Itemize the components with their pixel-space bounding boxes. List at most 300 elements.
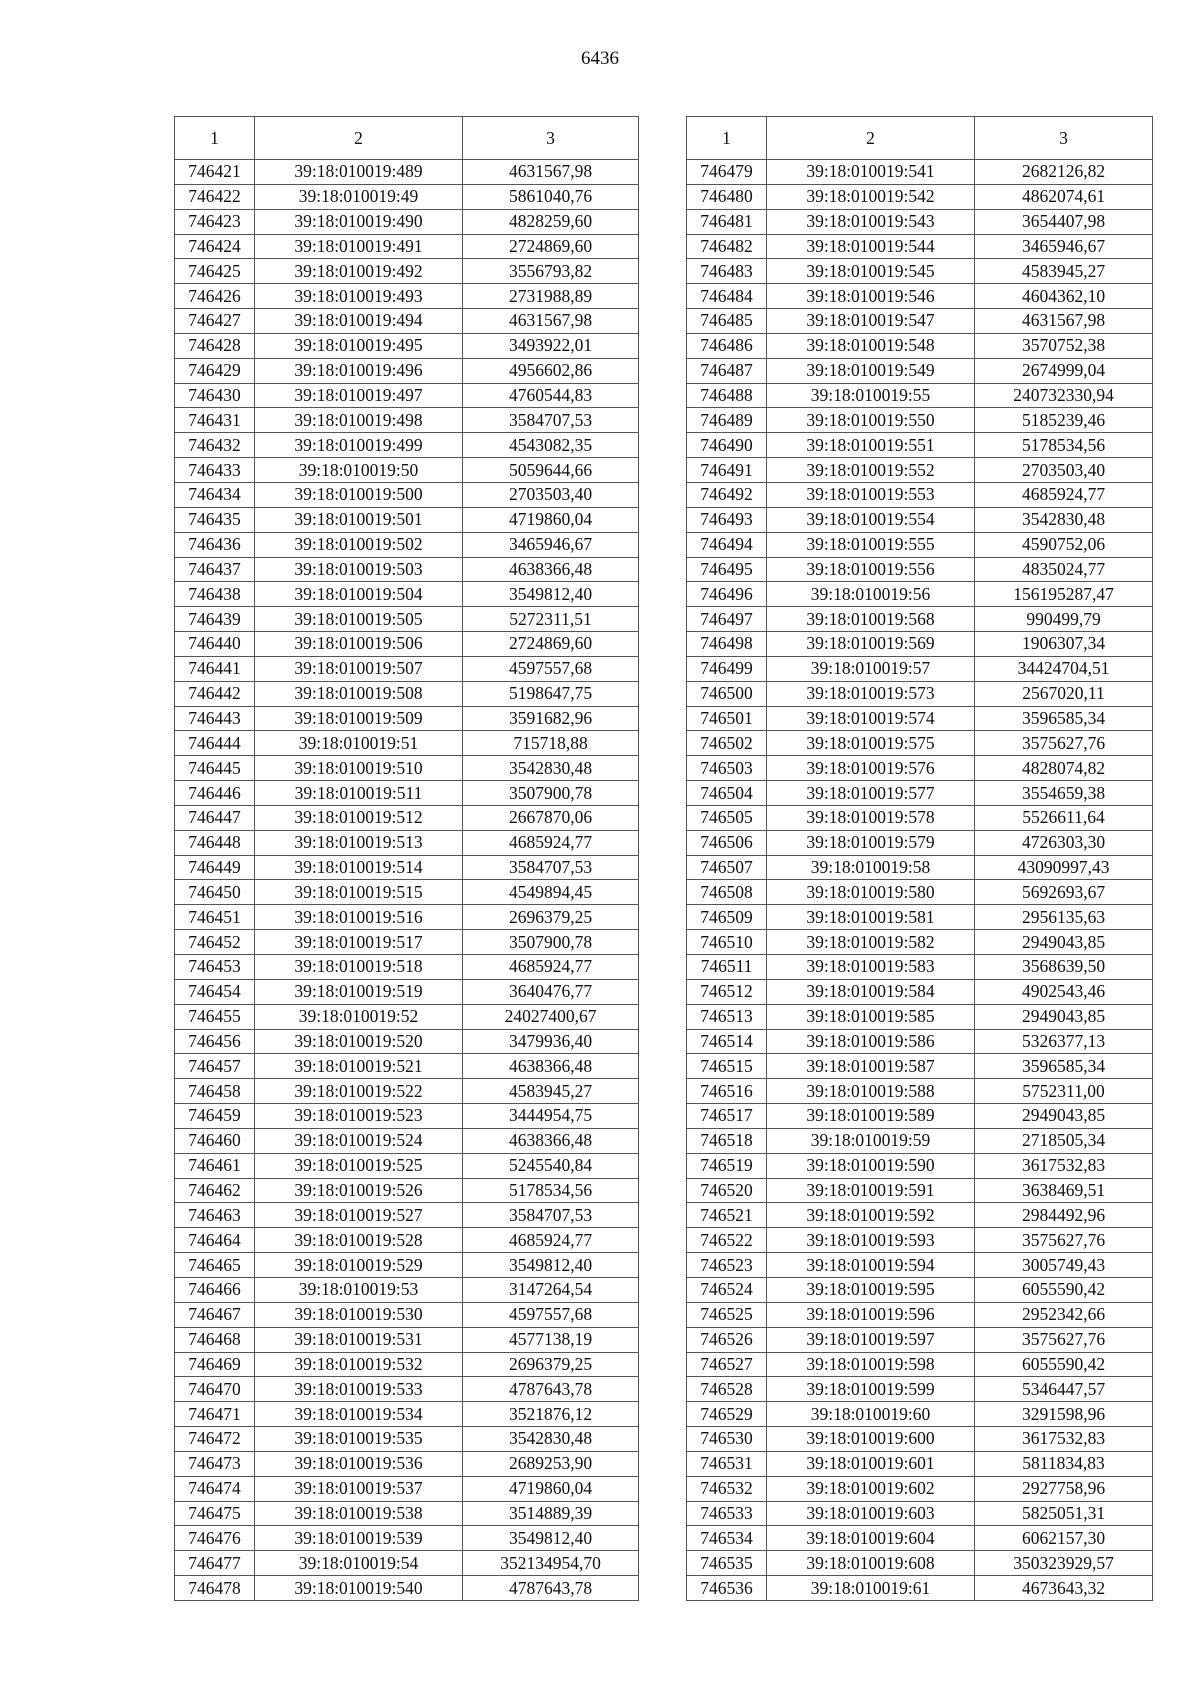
row-number-cell: 746471 xyxy=(175,1402,255,1427)
row-number-cell: 746529 xyxy=(687,1402,767,1427)
value-cell: 3444954,75 xyxy=(463,1104,639,1129)
row-number-cell: 746510 xyxy=(687,930,767,955)
cadastral-number-cell: 39:18:010019:54 xyxy=(255,1551,463,1576)
value-cell: 4760544,83 xyxy=(463,383,639,408)
table-row xyxy=(687,1327,1153,1352)
value-cell: 3493922,01 xyxy=(463,333,639,358)
row-number-cell: 746438 xyxy=(175,582,255,607)
row-number-cell: 746442 xyxy=(175,681,255,706)
cadastral-number-cell: 39:18:010019:534 xyxy=(255,1402,463,1427)
cadastral-number-cell: 39:18:010019:57 xyxy=(767,656,975,681)
table-row xyxy=(175,433,639,458)
value-cell: 34424704,51 xyxy=(975,656,1153,681)
cadastral-number-cell: 39:18:010019:512 xyxy=(255,805,463,830)
row-number-cell: 746496 xyxy=(687,582,767,607)
row-number-cell: 746467 xyxy=(175,1302,255,1327)
cadastral-number-cell: 39:18:010019:61 xyxy=(767,1576,975,1601)
row-number-cell: 746494 xyxy=(687,532,767,557)
table-row xyxy=(687,830,1153,855)
value-cell: 2674999,04 xyxy=(975,358,1153,383)
cadastral-number-cell: 39:18:010019:510 xyxy=(255,756,463,781)
cadastral-number-cell: 39:18:010019:538 xyxy=(255,1501,463,1526)
cadastral-number-cell: 39:18:010019:519 xyxy=(255,979,463,1004)
row-number-cell: 746431 xyxy=(175,408,255,433)
cadastral-number-cell: 39:18:010019:545 xyxy=(767,259,975,284)
value-cell: 2949043,85 xyxy=(975,1104,1153,1129)
value-cell: 4828259,60 xyxy=(463,209,639,234)
row-number-cell: 746433 xyxy=(175,458,255,483)
value-cell: 3568639,50 xyxy=(975,955,1153,980)
value-cell: 5245540,84 xyxy=(463,1153,639,1178)
row-number-cell: 746506 xyxy=(687,830,767,855)
cadastral-number-cell: 39:18:010019:602 xyxy=(767,1476,975,1501)
row-number-cell: 746482 xyxy=(687,234,767,259)
value-cell: 3542830,48 xyxy=(463,1427,639,1452)
table-row xyxy=(175,632,639,657)
value-cell: 156195287,47 xyxy=(975,582,1153,607)
table-row xyxy=(175,855,639,880)
cadastral-number-cell: 39:18:010019:601 xyxy=(767,1451,975,1476)
table-row xyxy=(687,1576,1153,1601)
row-number-cell: 746489 xyxy=(687,408,767,433)
table-row xyxy=(687,408,1153,433)
table-row xyxy=(687,358,1153,383)
table-row xyxy=(687,681,1153,706)
value-cell: 4590752,06 xyxy=(975,532,1153,557)
cadastral-number-cell: 39:18:010019:524 xyxy=(255,1128,463,1153)
cadastral-number-cell: 39:18:010019:49 xyxy=(255,184,463,209)
value-cell: 43090997,43 xyxy=(975,855,1153,880)
row-number-cell: 746461 xyxy=(175,1153,255,1178)
cadastral-number-cell: 39:18:010019:493 xyxy=(255,284,463,309)
row-number-cell: 746522 xyxy=(687,1228,767,1253)
table-row xyxy=(687,930,1153,955)
cadastral-number-cell: 39:18:010019:600 xyxy=(767,1427,975,1452)
table-row xyxy=(687,805,1153,830)
table-row xyxy=(175,681,639,706)
row-number-cell: 746428 xyxy=(175,333,255,358)
row-number-cell: 746447 xyxy=(175,805,255,830)
row-number-cell: 746477 xyxy=(175,1551,255,1576)
cadastral-number-cell: 39:18:010019:514 xyxy=(255,855,463,880)
table-row xyxy=(175,1526,639,1551)
table-row xyxy=(687,1526,1153,1551)
row-number-cell: 746451 xyxy=(175,905,255,930)
cadastral-number-cell: 39:18:010019:548 xyxy=(767,333,975,358)
row-number-cell: 746474 xyxy=(175,1476,255,1501)
value-cell: 2956135,63 xyxy=(975,905,1153,930)
value-cell: 4631567,98 xyxy=(463,309,639,334)
value-cell: 350323929,57 xyxy=(975,1551,1153,1576)
table-row xyxy=(687,1004,1153,1029)
value-cell: 3147264,54 xyxy=(463,1277,639,1302)
row-number-cell: 746464 xyxy=(175,1228,255,1253)
table-row xyxy=(687,433,1153,458)
table-row xyxy=(175,358,639,383)
table-row xyxy=(687,607,1153,632)
table-row xyxy=(175,1377,639,1402)
row-number-cell: 746441 xyxy=(175,656,255,681)
table-row xyxy=(175,532,639,557)
row-number-cell: 746476 xyxy=(175,1526,255,1551)
table-row xyxy=(687,309,1153,334)
row-number-cell: 746498 xyxy=(687,632,767,657)
table-row xyxy=(687,1476,1153,1501)
table-row xyxy=(175,781,639,806)
table-row xyxy=(687,1079,1153,1104)
row-number-cell: 746514 xyxy=(687,1029,767,1054)
row-number-cell: 746456 xyxy=(175,1029,255,1054)
row-number-cell: 746492 xyxy=(687,482,767,507)
table-row xyxy=(175,830,639,855)
table-row xyxy=(687,458,1153,483)
table-row xyxy=(175,979,639,1004)
value-cell: 3514889,39 xyxy=(463,1501,639,1526)
table-row xyxy=(687,507,1153,532)
table-row xyxy=(175,557,639,582)
value-cell: 5198647,75 xyxy=(463,681,639,706)
row-number-cell: 746505 xyxy=(687,805,767,830)
row-number-cell: 746497 xyxy=(687,607,767,632)
value-cell: 4638366,48 xyxy=(463,1128,639,1153)
value-cell: 2703503,40 xyxy=(975,458,1153,483)
value-cell: 2949043,85 xyxy=(975,1004,1153,1029)
column-header: 2 xyxy=(767,117,975,160)
cadastral-number-cell: 39:18:010019:516 xyxy=(255,905,463,930)
table-row xyxy=(687,955,1153,980)
cadastral-number-cell: 39:18:010019:589 xyxy=(767,1104,975,1129)
row-number-cell: 746475 xyxy=(175,1501,255,1526)
value-cell: 4862074,61 xyxy=(975,184,1153,209)
cadastral-number-cell: 39:18:010019:535 xyxy=(255,1427,463,1452)
value-cell: 3570752,38 xyxy=(975,333,1153,358)
table-row xyxy=(687,706,1153,731)
table-row xyxy=(687,731,1153,756)
cadastral-number-cell: 39:18:010019:543 xyxy=(767,209,975,234)
cadastral-number-cell: 39:18:010019:506 xyxy=(255,632,463,657)
value-cell: 4956602,86 xyxy=(463,358,639,383)
value-cell: 4787643,78 xyxy=(463,1576,639,1601)
table-row xyxy=(687,756,1153,781)
table-row xyxy=(175,408,639,433)
cadastral-number-cell: 39:18:010019:489 xyxy=(255,160,463,185)
table-row xyxy=(687,1427,1153,1452)
row-number-cell: 746434 xyxy=(175,482,255,507)
cadastral-number-cell: 39:18:010019:508 xyxy=(255,681,463,706)
cadastral-number-cell: 39:18:010019:556 xyxy=(767,557,975,582)
row-number-cell: 746516 xyxy=(687,1079,767,1104)
value-cell: 4685924,77 xyxy=(975,482,1153,507)
cadastral-number-cell: 39:18:010019:544 xyxy=(767,234,975,259)
row-number-cell: 746470 xyxy=(175,1377,255,1402)
row-number-cell: 746515 xyxy=(687,1054,767,1079)
value-cell: 5811834,83 xyxy=(975,1451,1153,1476)
value-cell: 4604362,10 xyxy=(975,284,1153,309)
row-number-cell: 746528 xyxy=(687,1377,767,1402)
row-number-cell: 746439 xyxy=(175,607,255,632)
cadastral-number-cell: 39:18:010019:50 xyxy=(255,458,463,483)
value-cell: 2718505,34 xyxy=(975,1128,1153,1153)
value-cell: 4673643,32 xyxy=(975,1576,1153,1601)
value-cell: 4902543,46 xyxy=(975,979,1153,1004)
table-row xyxy=(687,1352,1153,1377)
row-number-cell: 746500 xyxy=(687,681,767,706)
table-row xyxy=(687,1203,1153,1228)
table-row xyxy=(687,383,1153,408)
row-number-cell: 746457 xyxy=(175,1054,255,1079)
row-number-cell: 746520 xyxy=(687,1178,767,1203)
table-row xyxy=(687,1128,1153,1153)
row-number-cell: 746526 xyxy=(687,1327,767,1352)
cadastral-number-cell: 39:18:010019:547 xyxy=(767,309,975,334)
cadastral-number-cell: 39:18:010019:529 xyxy=(255,1253,463,1278)
row-number-cell: 746437 xyxy=(175,557,255,582)
row-number-cell: 746446 xyxy=(175,781,255,806)
table-row xyxy=(175,1501,639,1526)
row-number-cell: 746525 xyxy=(687,1302,767,1327)
value-cell: 3575627,76 xyxy=(975,1327,1153,1352)
cadastral-number-cell: 39:18:010019:546 xyxy=(767,284,975,309)
cadastral-number-cell: 39:18:010019:499 xyxy=(255,433,463,458)
table-row xyxy=(687,905,1153,930)
table-row xyxy=(687,259,1153,284)
table-row xyxy=(175,482,639,507)
cadastral-number-cell: 39:18:010019:51 xyxy=(255,731,463,756)
value-cell: 3575627,76 xyxy=(975,1228,1153,1253)
row-number-cell: 746427 xyxy=(175,309,255,334)
row-number-cell: 746421 xyxy=(175,160,255,185)
row-number-cell: 746459 xyxy=(175,1104,255,1129)
table-row xyxy=(687,1153,1153,1178)
table-row xyxy=(687,184,1153,209)
row-number-cell: 746495 xyxy=(687,557,767,582)
cadastral-number-cell: 39:18:010019:60 xyxy=(767,1402,975,1427)
row-number-cell: 746501 xyxy=(687,706,767,731)
cadastral-number-cell: 39:18:010019:523 xyxy=(255,1104,463,1129)
cadastral-number-cell: 39:18:010019:584 xyxy=(767,979,975,1004)
cadastral-number-cell: 39:18:010019:59 xyxy=(767,1128,975,1153)
value-cell: 5861040,76 xyxy=(463,184,639,209)
value-cell: 6062157,30 xyxy=(975,1526,1153,1551)
row-number-cell: 746523 xyxy=(687,1253,767,1278)
row-number-cell: 746469 xyxy=(175,1352,255,1377)
table-row xyxy=(687,1104,1153,1129)
value-cell: 3542830,48 xyxy=(463,756,639,781)
value-cell: 5178534,56 xyxy=(463,1178,639,1203)
table-row xyxy=(687,656,1153,681)
value-cell: 3507900,78 xyxy=(463,781,639,806)
row-number-cell: 746460 xyxy=(175,1128,255,1153)
cadastral-number-cell: 39:18:010019:549 xyxy=(767,358,975,383)
cadastral-number-cell: 39:18:010019:569 xyxy=(767,632,975,657)
table-row xyxy=(175,1054,639,1079)
row-number-cell: 746472 xyxy=(175,1427,255,1452)
value-cell: 3617532,83 xyxy=(975,1153,1153,1178)
table-row xyxy=(175,1178,639,1203)
cadastral-number-cell: 39:18:010019:525 xyxy=(255,1153,463,1178)
cadastral-number-cell: 39:18:010019:541 xyxy=(767,160,975,185)
cadastral-number-cell: 39:18:010019:591 xyxy=(767,1178,975,1203)
row-number-cell: 746466 xyxy=(175,1277,255,1302)
table-row xyxy=(175,1302,639,1327)
row-number-cell: 746507 xyxy=(687,855,767,880)
column-header: 3 xyxy=(975,117,1153,160)
row-number-cell: 746513 xyxy=(687,1004,767,1029)
row-number-cell: 746455 xyxy=(175,1004,255,1029)
cadastral-number-cell: 39:18:010019:56 xyxy=(767,582,975,607)
value-cell: 240732330,94 xyxy=(975,383,1153,408)
row-number-cell: 746432 xyxy=(175,433,255,458)
cadastral-number-cell: 39:18:010019:608 xyxy=(767,1551,975,1576)
value-cell: 5059644,66 xyxy=(463,458,639,483)
cadastral-number-cell: 39:18:010019:518 xyxy=(255,955,463,980)
table-row xyxy=(687,1451,1153,1476)
table-row xyxy=(175,1228,639,1253)
cadastral-number-cell: 39:18:010019:58 xyxy=(767,855,975,880)
cadastral-number-cell: 39:18:010019:527 xyxy=(255,1203,463,1228)
value-cell: 3465946,67 xyxy=(975,234,1153,259)
table-row xyxy=(687,284,1153,309)
row-number-cell: 746532 xyxy=(687,1476,767,1501)
value-cell: 5825051,31 xyxy=(975,1501,1153,1526)
row-number-cell: 746485 xyxy=(687,309,767,334)
row-number-cell: 746458 xyxy=(175,1079,255,1104)
row-number-cell: 746425 xyxy=(175,259,255,284)
value-cell: 3549812,40 xyxy=(463,582,639,607)
table-row xyxy=(687,1377,1153,1402)
value-cell: 3640476,77 xyxy=(463,979,639,1004)
value-cell: 4597557,68 xyxy=(463,656,639,681)
value-cell: 4638366,48 xyxy=(463,557,639,582)
row-number-cell: 746449 xyxy=(175,855,255,880)
cadastral-number-cell: 39:18:010019:577 xyxy=(767,781,975,806)
row-number-cell: 746530 xyxy=(687,1427,767,1452)
value-cell: 5185239,46 xyxy=(975,408,1153,433)
value-cell: 3638469,51 xyxy=(975,1178,1153,1203)
value-cell: 5526611,64 xyxy=(975,805,1153,830)
table-row xyxy=(175,1352,639,1377)
row-number-cell: 746465 xyxy=(175,1253,255,1278)
value-cell: 3521876,12 xyxy=(463,1402,639,1427)
value-cell: 3005749,43 xyxy=(975,1253,1153,1278)
row-number-cell: 746508 xyxy=(687,880,767,905)
value-cell: 4638366,48 xyxy=(463,1054,639,1079)
cadastral-number-cell: 39:18:010019:501 xyxy=(255,507,463,532)
cadastral-number-cell: 39:18:010019:579 xyxy=(767,830,975,855)
value-cell: 2724869,60 xyxy=(463,234,639,259)
table-row xyxy=(175,607,639,632)
value-cell: 2696379,25 xyxy=(463,1352,639,1377)
row-number-cell: 746518 xyxy=(687,1128,767,1153)
cadastral-number-cell: 39:18:010019:526 xyxy=(255,1178,463,1203)
table-header-row xyxy=(175,117,639,160)
row-number-cell: 746450 xyxy=(175,880,255,905)
cadastral-number-cell: 39:18:010019:580 xyxy=(767,880,975,905)
table-row xyxy=(175,1277,639,1302)
table-row xyxy=(687,1029,1153,1054)
cadastral-number-cell: 39:18:010019:554 xyxy=(767,507,975,532)
table-row xyxy=(175,507,639,532)
page-number: 6436 xyxy=(581,48,619,69)
value-cell: 6055590,42 xyxy=(975,1352,1153,1377)
row-number-cell: 746443 xyxy=(175,706,255,731)
row-number-cell: 746488 xyxy=(687,383,767,408)
value-cell: 4631567,98 xyxy=(975,309,1153,334)
cadastral-number-cell: 39:18:010019:599 xyxy=(767,1377,975,1402)
cadastral-number-cell: 39:18:010019:531 xyxy=(255,1327,463,1352)
value-cell: 990499,79 xyxy=(975,607,1153,632)
value-cell: 24027400,67 xyxy=(463,1004,639,1029)
table-row xyxy=(175,656,639,681)
table-row xyxy=(175,1029,639,1054)
cadastral-number-cell: 39:18:010019:594 xyxy=(767,1253,975,1278)
row-number-cell: 746486 xyxy=(687,333,767,358)
table-row xyxy=(687,209,1153,234)
value-cell: 4583945,27 xyxy=(975,259,1153,284)
value-cell: 5346447,57 xyxy=(975,1377,1153,1402)
cadastral-number-cell: 39:18:010019:500 xyxy=(255,482,463,507)
cadastral-number-cell: 39:18:010019:552 xyxy=(767,458,975,483)
cadastral-number-cell: 39:18:010019:532 xyxy=(255,1352,463,1377)
cadastral-number-cell: 39:18:010019:521 xyxy=(255,1054,463,1079)
table-row xyxy=(175,955,639,980)
value-cell: 2927758,96 xyxy=(975,1476,1153,1501)
cadastral-number-cell: 39:18:010019:513 xyxy=(255,830,463,855)
table-row xyxy=(175,1079,639,1104)
value-cell: 3591682,96 xyxy=(463,706,639,731)
table-row xyxy=(175,582,639,607)
row-number-cell: 746511 xyxy=(687,955,767,980)
table-row xyxy=(175,1576,639,1601)
table-row xyxy=(687,532,1153,557)
table-row xyxy=(175,1551,639,1576)
cadastral-number-cell: 39:18:010019:575 xyxy=(767,731,975,756)
cadastral-number-cell: 39:18:010019:55 xyxy=(767,383,975,408)
row-number-cell: 746478 xyxy=(175,1576,255,1601)
table-row xyxy=(687,1253,1153,1278)
value-cell: 3549812,40 xyxy=(463,1253,639,1278)
cadastral-number-cell: 39:18:010019:522 xyxy=(255,1079,463,1104)
cadastral-number-cell: 39:18:010019:540 xyxy=(255,1576,463,1601)
value-cell: 5272311,51 xyxy=(463,607,639,632)
row-number-cell: 746524 xyxy=(687,1277,767,1302)
row-number-cell: 746440 xyxy=(175,632,255,657)
cadastral-number-cell: 39:18:010019:551 xyxy=(767,433,975,458)
cadastral-number-cell: 39:18:010019:574 xyxy=(767,706,975,731)
row-number-cell: 746436 xyxy=(175,532,255,557)
value-cell: 715718,88 xyxy=(463,731,639,756)
cadastral-number-cell: 39:18:010019:604 xyxy=(767,1526,975,1551)
table-row xyxy=(175,1128,639,1153)
value-cell: 4583945,27 xyxy=(463,1079,639,1104)
row-number-cell: 746445 xyxy=(175,756,255,781)
cadastral-number-cell: 39:18:010019:588 xyxy=(767,1079,975,1104)
value-cell: 4835024,77 xyxy=(975,557,1153,582)
cadastral-number-cell: 39:18:010019:517 xyxy=(255,930,463,955)
row-number-cell: 746454 xyxy=(175,979,255,1004)
value-cell: 4543082,35 xyxy=(463,433,639,458)
row-number-cell: 746483 xyxy=(687,259,767,284)
table-row xyxy=(687,1402,1153,1427)
column-header: 2 xyxy=(255,117,463,160)
cadastral-number-cell: 39:18:010019:568 xyxy=(767,607,975,632)
row-number-cell: 746424 xyxy=(175,234,255,259)
value-cell: 2696379,25 xyxy=(463,905,639,930)
value-cell: 4597557,68 xyxy=(463,1302,639,1327)
row-number-cell: 746517 xyxy=(687,1104,767,1129)
column-header: 3 xyxy=(463,117,639,160)
value-cell: 2667870,06 xyxy=(463,805,639,830)
